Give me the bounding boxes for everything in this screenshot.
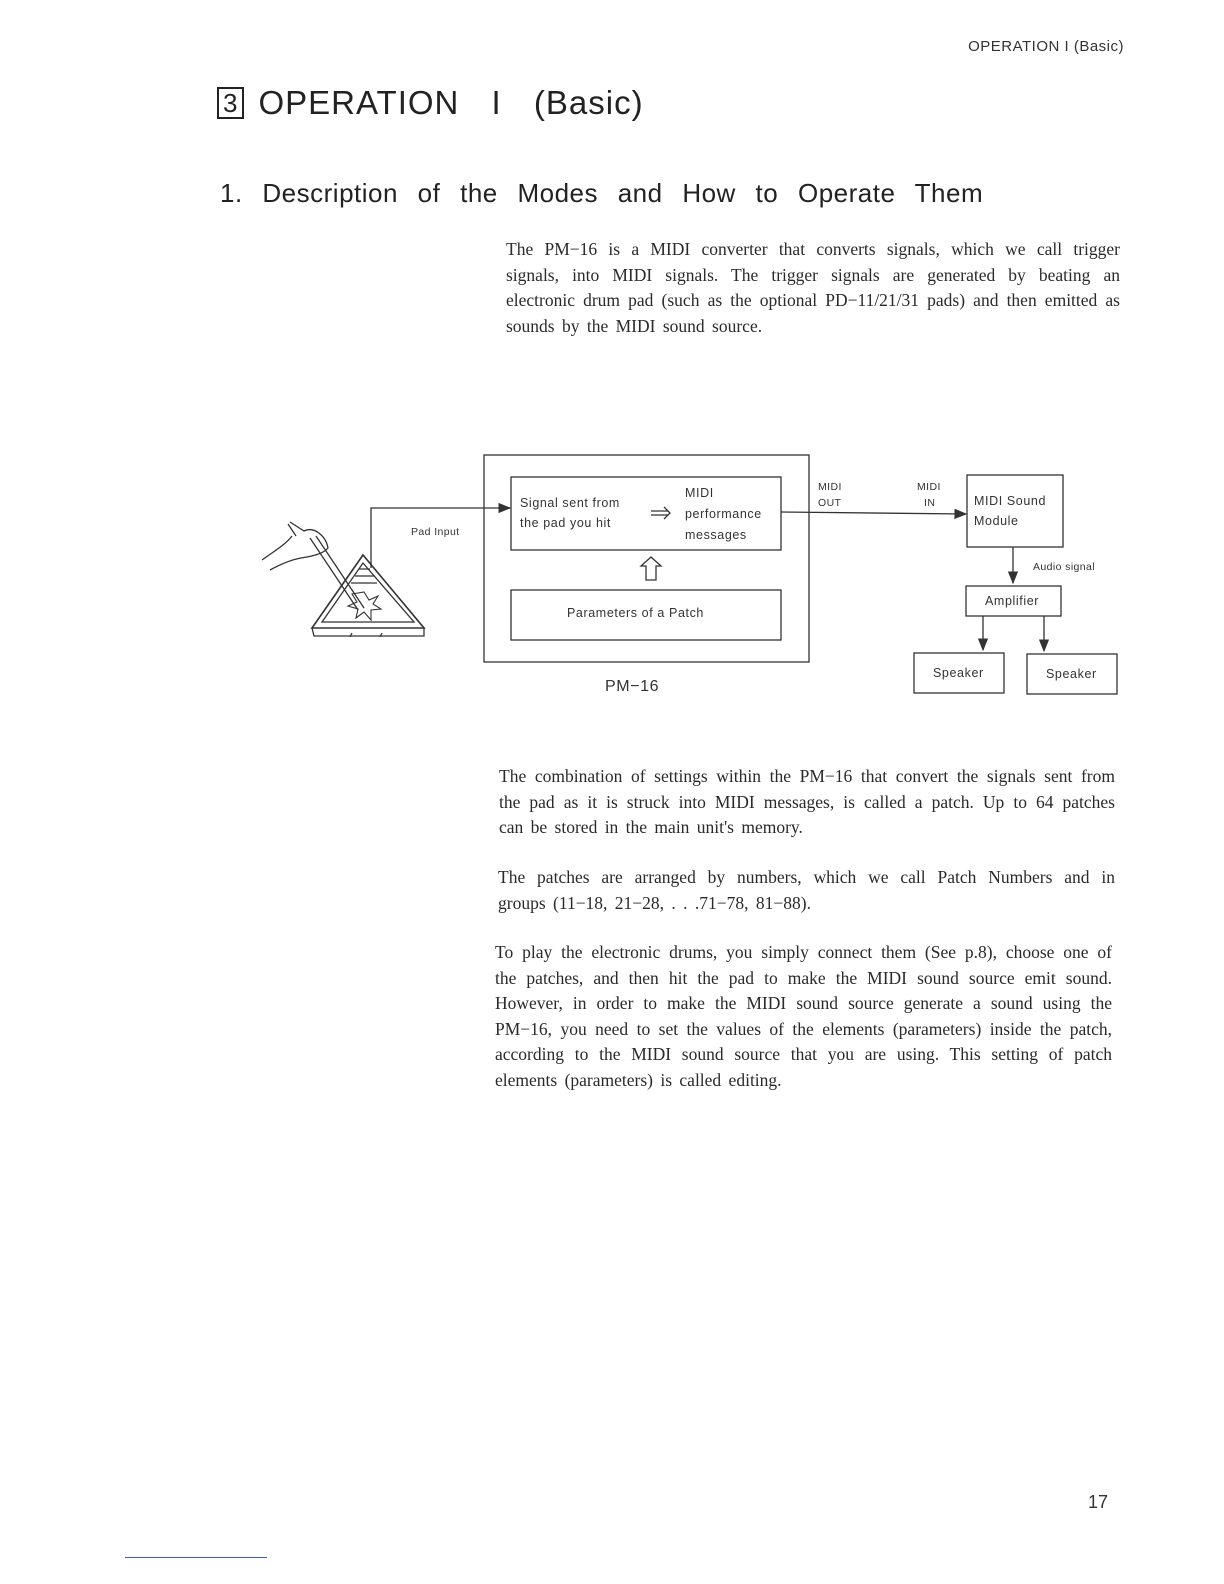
signal-label-line1: Signal sent from bbox=[520, 496, 620, 510]
speaker-right-box bbox=[1027, 654, 1117, 694]
hit-star-icon bbox=[348, 592, 381, 620]
speaker-right-label: Speaker bbox=[1046, 667, 1097, 681]
section-title: 1. Description of the Modes and How to Operate Them bbox=[220, 178, 984, 208]
midi-sound-module-box bbox=[967, 475, 1063, 547]
footer-rule bbox=[125, 1557, 267, 1558]
parameters-box bbox=[511, 590, 781, 640]
amplifier-box bbox=[966, 586, 1061, 616]
pad-input-label: Pad Input bbox=[411, 526, 460, 538]
signal-box bbox=[511, 477, 781, 550]
page-number: 17 bbox=[1088, 1492, 1109, 1512]
chapter-heading bbox=[217, 84, 644, 122]
audio-signal-label: Audio signal bbox=[1033, 561, 1096, 573]
midi-out-label-1: MIDI bbox=[818, 481, 842, 493]
midi-out-label-2: OUT bbox=[818, 497, 842, 509]
midi-in-label-1: MIDI bbox=[917, 481, 941, 493]
signal-to-midi-arrow bbox=[651, 507, 670, 519]
amplifier-label: Amplifier bbox=[985, 594, 1040, 608]
pm16-unit-label: PM−16 bbox=[605, 678, 660, 695]
sound-module-line2: Module bbox=[974, 514, 1019, 528]
intro-paragraph: The PM−16 is a MIDI converter that converts signals, which we call trigger signals, into MIDI signals. The trigger signals are generated by beating an electronic drum pad (such as the optional PD−11/21/31 pads) and then emitted as sounds by the MIDI sound source. bbox=[506, 239, 1120, 336]
chapter-number: 3 bbox=[217, 87, 244, 119]
chapter-title: OPERATION I (Basic) bbox=[258, 84, 644, 121]
sound-module-line1: MIDI Sound bbox=[974, 494, 1047, 508]
midi-out-line bbox=[781, 512, 966, 514]
hand-with-stick-icon bbox=[262, 522, 364, 610]
midi-messages-line1: MIDI bbox=[685, 486, 714, 500]
midi-in-label-2: IN bbox=[924, 497, 936, 509]
editing-paragraph: To play the electronic drums, you simply connect them (See p.8), choose one of the patches, and then hit the pad to make the MIDI sound source emit sound. However, in order to make the MIDI sound source generate a sound using the PM−16, you need to set the values of the elements (parameters) inside the patch, according to the MIDI sound source that you are using. This setting of patch elements (parameters) is called editing. bbox=[495, 942, 1112, 1090]
speaker-left-label: Speaker bbox=[933, 666, 984, 680]
running-head: OPERATION I (Basic) bbox=[968, 38, 1124, 55]
drum-pad-icon bbox=[312, 555, 424, 637]
signal-label-line2: the pad you hit bbox=[520, 516, 612, 530]
patch-numbers-paragraph: The patches are arranged by numbers, which we call Patch Numbers and in groups (11−18, 21−28, . . .71−78, 81−88). bbox=[498, 867, 1115, 913]
parameters-up-arrow bbox=[641, 557, 661, 580]
pad-input-line bbox=[371, 508, 510, 568]
pm16-unit-box bbox=[484, 455, 809, 662]
parameters-label: Parameters of a Patch bbox=[567, 606, 704, 620]
speaker-left-box bbox=[914, 653, 1004, 693]
patch-paragraph: The combination of settings within the PM−16 that convert the signals sent from the pad as it is struck into MIDI messages, is called a patch. Up to 64 patches can be stored in the main unit's memory. bbox=[499, 766, 1115, 837]
midi-messages-line3: messages bbox=[685, 528, 747, 542]
midi-messages-line2: performance bbox=[685, 507, 762, 521]
